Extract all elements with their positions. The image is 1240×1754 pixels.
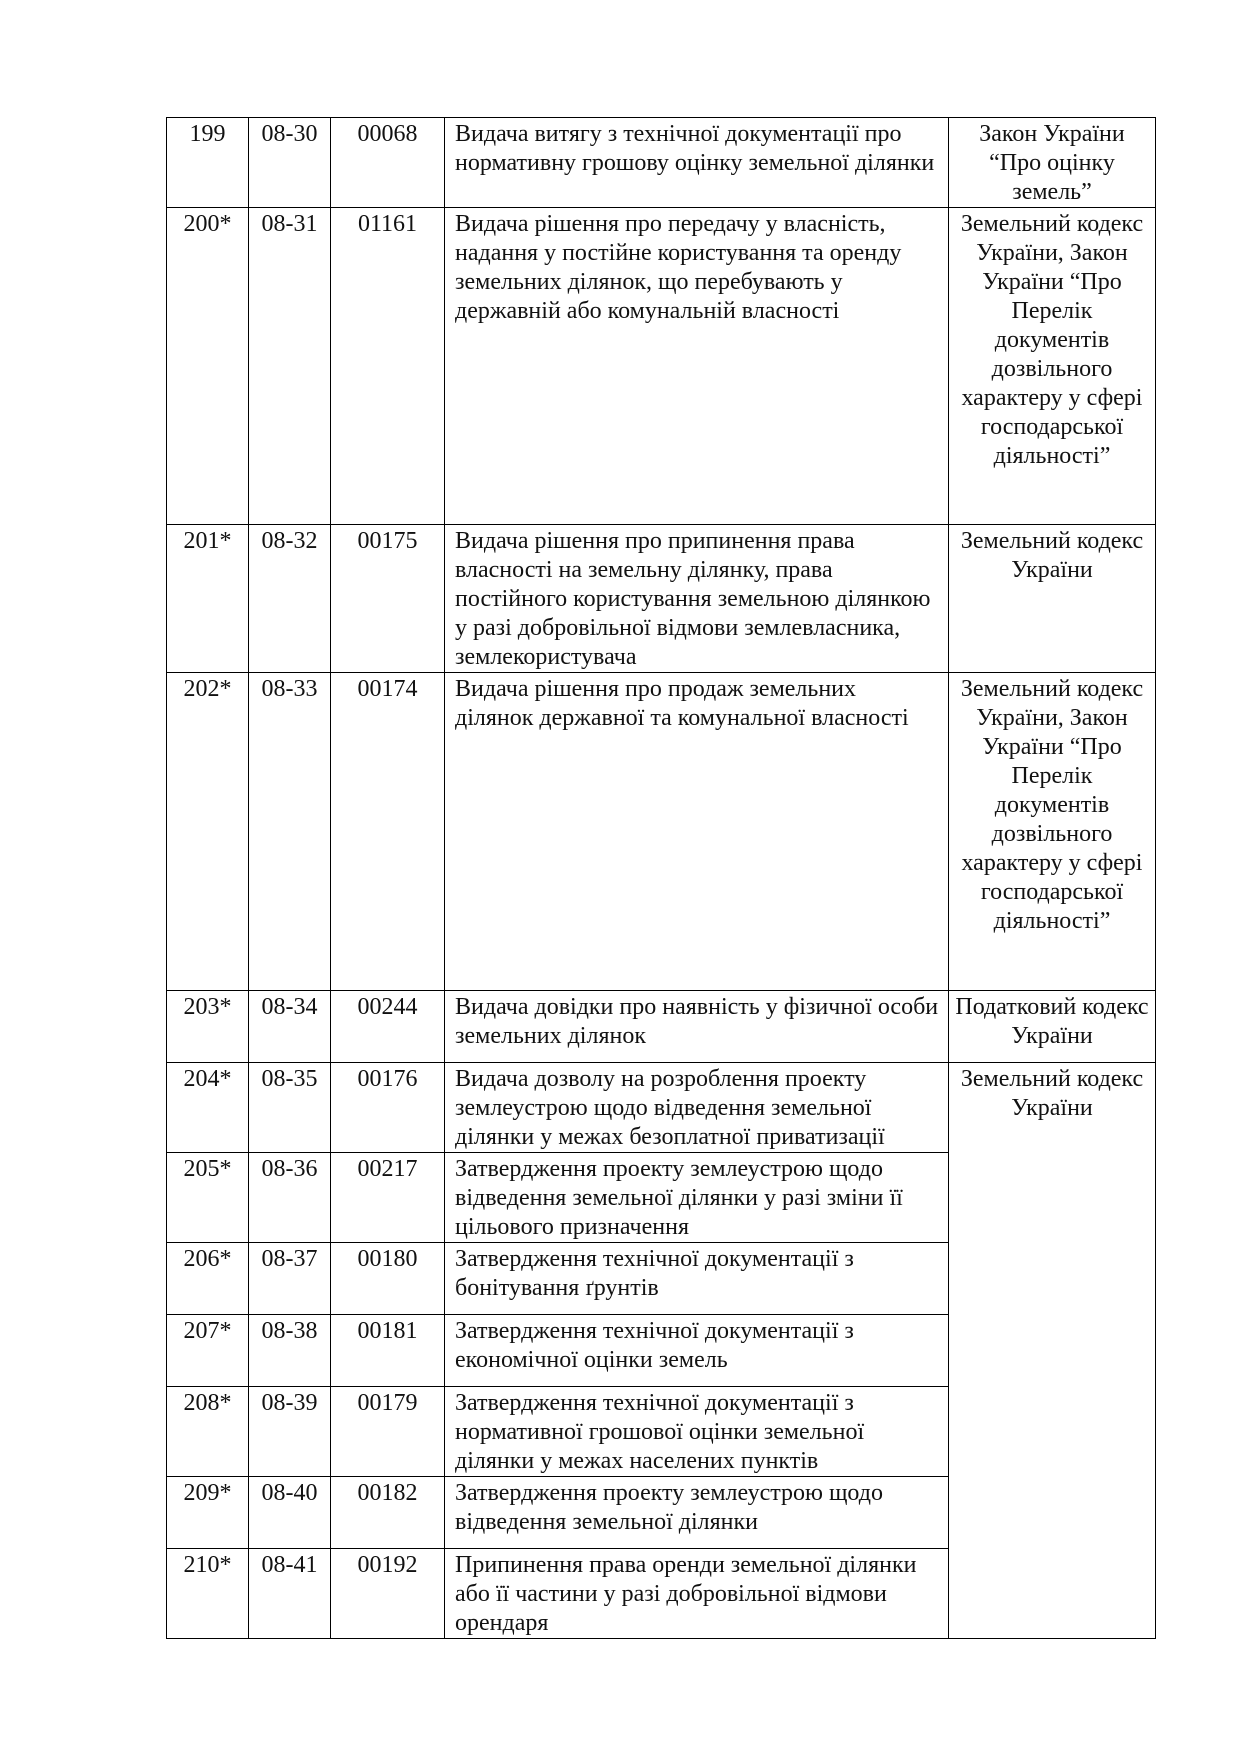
service-description: Видача рішення про передачу у власність, надання у постійне користування та оренду земельних ділянок, що перебувають у державній або комунальній власності [445, 208, 949, 525]
service-code: 08-36 [249, 1153, 331, 1243]
service-description: Затвердження технічної документації з економічної оцінки земель [445, 1315, 949, 1387]
table-row [167, 208, 1156, 525]
row-number: 210* [167, 1549, 249, 1639]
legal-basis: Земельний кодекс України [949, 1063, 1156, 1639]
service-description: Припинення права оренди земельної ділянки або її частини у разі добровільної відмови орендаря [445, 1549, 949, 1639]
service-code: 08-39 [249, 1387, 331, 1477]
row-number: 209* [167, 1477, 249, 1549]
service-description: Видача дозволу на розроблення проекту землеустрою щодо відведення земельної ділянки у межах безоплатної приватизації [445, 1063, 949, 1153]
row-number: 202* [167, 673, 249, 991]
legal-basis: Закон України “Про оцінку земель” [949, 118, 1156, 208]
service-id: 00244 [331, 991, 445, 1063]
service-description: Затвердження технічної документації з нормативної грошової оцінки земельної ділянки у межах населених пунктів [445, 1387, 949, 1477]
table-row [167, 991, 1156, 1063]
service-code: 08-37 [249, 1243, 331, 1315]
row-number: 208* [167, 1387, 249, 1477]
service-id: 00174 [331, 673, 445, 991]
row-number: 205* [167, 1153, 249, 1243]
table-row [167, 1063, 1156, 1153]
service-id: 00068 [331, 118, 445, 208]
service-description: Видача витягу з технічної документації про нормативну грошову оцінку земельної ділянки [445, 118, 949, 208]
service-description: Затвердження проекту землеустрою щодо відведення земельної ділянки [445, 1477, 949, 1549]
service-id: 00192 [331, 1549, 445, 1639]
service-code: 08-41 [249, 1549, 331, 1639]
service-id: 00179 [331, 1387, 445, 1477]
legal-basis: Земельний кодекс України, Закон України “Про Перелік документів дозвільного характеру у сфері господарської діяльності” [949, 208, 1156, 525]
row-number: 207* [167, 1315, 249, 1387]
row-number: 201* [167, 525, 249, 673]
service-id: 00175 [331, 525, 445, 673]
service-description: Видача довідки про наявність у фізичної особи земельних ділянок [445, 991, 949, 1063]
services-table [166, 117, 1156, 1639]
service-id: 01161 [331, 208, 445, 525]
table-row [167, 118, 1156, 208]
row-number: 203* [167, 991, 249, 1063]
service-description: Видача рішення про продаж земельних ділянок державної та комунальної власності [445, 673, 949, 991]
table-row [167, 525, 1156, 673]
service-code: 08-33 [249, 673, 331, 991]
row-number: 204* [167, 1063, 249, 1153]
legal-basis: Земельний кодекс України [949, 525, 1156, 673]
service-code: 08-38 [249, 1315, 331, 1387]
service-code: 08-40 [249, 1477, 331, 1549]
service-id: 00176 [331, 1063, 445, 1153]
service-code: 08-34 [249, 991, 331, 1063]
service-code: 08-31 [249, 208, 331, 525]
legal-basis: Земельний кодекс України, Закон України “Про Перелік документів дозвільного характеру у сфері господарської діяльності” [949, 673, 1156, 991]
service-description: Затвердження проекту землеустрою щодо відведення земельної ділянки у разі зміни її цільового призначення [445, 1153, 949, 1243]
service-code: 08-30 [249, 118, 331, 208]
service-id: 00180 [331, 1243, 445, 1315]
service-description: Видача рішення про припинення права власності на земельну ділянку, права постійного користування земельною ділянкою у разі добровільної відмови землевласника, землекористувача [445, 525, 949, 673]
service-code: 08-35 [249, 1063, 331, 1153]
service-id: 00182 [331, 1477, 445, 1549]
legal-basis: Податковий кодекс України [949, 991, 1156, 1063]
service-code: 08-32 [249, 525, 331, 673]
table-row [167, 673, 1156, 991]
row-number: 199 [167, 118, 249, 208]
service-id: 00217 [331, 1153, 445, 1243]
service-id: 00181 [331, 1315, 445, 1387]
row-number: 206* [167, 1243, 249, 1315]
service-description: Затвердження технічної документації з бонітування ґрунтів [445, 1243, 949, 1315]
row-number: 200* [167, 208, 249, 525]
